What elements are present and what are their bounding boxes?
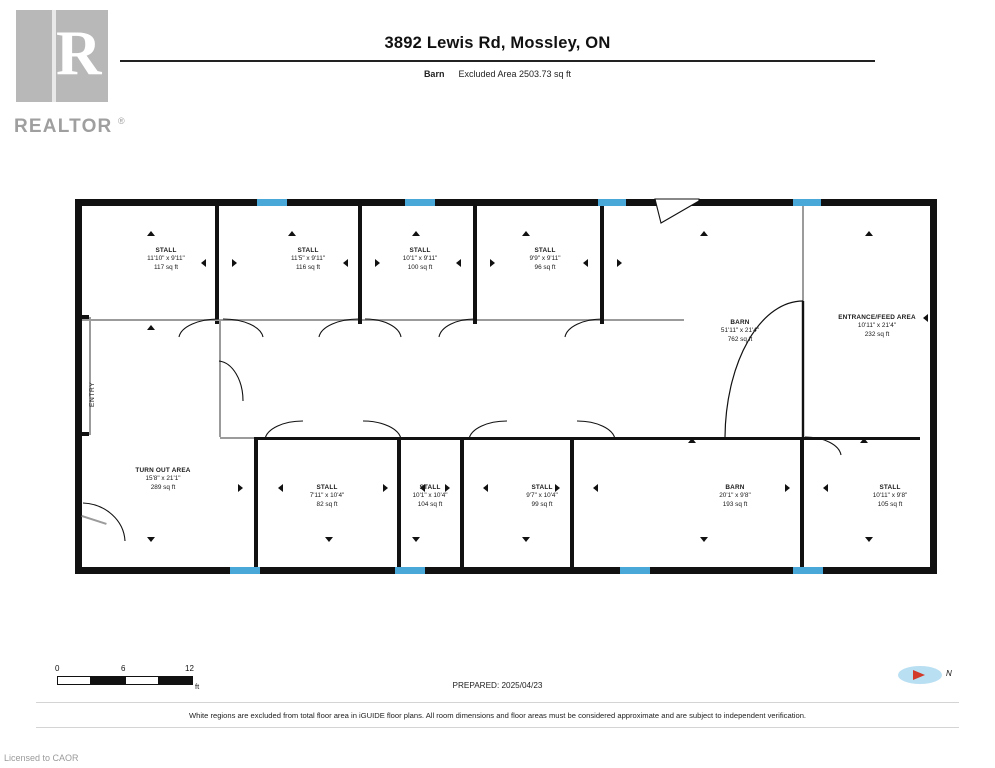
room-dims: 9'9" x 9'11": [529, 255, 561, 263]
arrow-up-2: [288, 231, 296, 236]
room-name: BARN: [725, 484, 745, 491]
door-mid-vertical-swing: [217, 359, 245, 403]
room-dims: 10'11" x 21'4": [857, 322, 897, 330]
room-name: TURN OUT AREA: [135, 467, 191, 474]
footer-divider-top: [36, 702, 959, 703]
room-label-stall-4: [490, 247, 600, 272]
interior-wall-v4: [600, 206, 604, 324]
arrow-up-5: [700, 231, 708, 236]
door-lower-stall-4: [575, 419, 617, 441]
room-dims: 51'11" x 21'4": [720, 327, 760, 335]
window-bottom-3: [620, 567, 650, 574]
floor-plan-drawing: [75, 199, 937, 574]
room-area: 193 sq ft: [722, 500, 748, 508]
door-stall-4-swing: [363, 317, 403, 339]
room-area: 116 sq ft: [295, 263, 321, 271]
room-label-entry: ENTRY: [89, 381, 96, 407]
room-area: 232 sq ft: [864, 330, 890, 338]
arrow-down-5: [700, 537, 708, 542]
arrow-down-4: [522, 537, 530, 542]
room-label-stall-7: [487, 484, 597, 509]
room-label-stall-3: [365, 247, 475, 272]
page-title: 3892 Lewis Rd, Mossley, ON: [384, 34, 611, 52]
arrow-left-9: [823, 484, 828, 492]
room-area: 96 sq ft: [534, 263, 556, 271]
footer-divider-bottom: [36, 727, 959, 728]
window-bottom-4: [793, 567, 823, 574]
arrow-up-6: [865, 231, 873, 236]
room-dims: 9'7" x 10'4": [526, 492, 558, 500]
compass-needle: [913, 670, 925, 680]
room-label-barn-lower: [680, 484, 790, 509]
door-stall-3-swing: [317, 317, 361, 339]
room-area: 99 sq ft: [531, 500, 553, 508]
door-barn-top: [653, 197, 701, 227]
room-area: 82 sq ft: [316, 500, 338, 508]
scale-tick-0: 0: [55, 664, 60, 673]
room-label-entrance-feed: [817, 314, 937, 339]
area-summary-value: Excluded Area 2503.73 sq ft: [458, 69, 572, 79]
room-label-barn-main: [685, 319, 795, 344]
room-label-stall-2: [253, 247, 363, 272]
window-top-3: [598, 199, 626, 206]
arrow-up-1: [147, 231, 155, 236]
room-area: 117 sq ft: [153, 263, 179, 271]
door-turnout-left: [79, 499, 129, 543]
room-name: STALL: [155, 247, 177, 254]
room-area: 104 sq ft: [417, 500, 443, 508]
entry-niche-wall-bottom: [75, 432, 89, 436]
room-label-turn-out-area: [103, 467, 223, 492]
arrow-right-4: [617, 259, 622, 267]
room-dims: 11'10" x 9'11": [147, 255, 185, 263]
arrow-up-4: [522, 231, 530, 236]
area-summary-label: Barn: [423, 69, 445, 79]
scale-unit-label: ft: [195, 682, 200, 691]
area-summary: [0, 69, 995, 79]
room-label-stall-5: [272, 484, 382, 509]
logo-letter: R: [56, 18, 102, 88]
title-divider: [120, 60, 875, 62]
room-dims: 20'1" x 9'8": [719, 492, 751, 500]
arrow-up-mid-3: [860, 438, 868, 443]
room-name: ENTRANCE/FEED AREA: [838, 314, 916, 321]
entry-niche-wall-top: [75, 315, 89, 319]
window-bottom-1: [230, 567, 260, 574]
room-name: BARN: [730, 319, 750, 326]
arrow-up-3: [412, 231, 420, 236]
door-lower-stall-3: [467, 419, 509, 441]
door-stall-2-swing: [221, 317, 265, 339]
window-top-2: [405, 199, 435, 206]
arrow-down-2: [325, 537, 333, 542]
room-name: STALL: [316, 484, 338, 491]
compass-north-label: N: [946, 669, 952, 678]
room-name: STALL: [531, 484, 553, 491]
disclaimer-text: White regions are excluded from total floor area in iGUIDE floor plans. All room dimensions and floor areas must be considered approximate and are subject to independent verification.: [188, 711, 807, 720]
room-area: 289 sq ft: [150, 483, 176, 491]
room-name: STALL: [534, 247, 556, 254]
room-dims: 10'11" x 9'8": [872, 492, 908, 500]
prepared-date: PREPARED: 2025/04/23: [452, 681, 543, 690]
scale-tick-12: 12: [185, 664, 194, 673]
compass-icon: [898, 663, 962, 691]
door-lower-stall-1: [263, 419, 305, 441]
room-label-stall-1: [111, 247, 221, 272]
room-name: STALL: [879, 484, 901, 491]
room-dims: 15'8" x 21'1": [145, 475, 181, 483]
arrow-down-3: [412, 537, 420, 542]
window-bottom-2: [395, 567, 425, 574]
partition-top-row-5: [604, 319, 684, 321]
room-dims: 7'11" x 10'4": [309, 492, 345, 500]
arrow-down-1: [147, 537, 155, 542]
room-label-stall-8: [835, 484, 945, 509]
logo-registered-mark: ®: [118, 116, 125, 126]
license-text: Licensed to CAOR: [4, 753, 79, 763]
door-entrance-feed: [803, 435, 843, 457]
door-stall-1-swing: [177, 317, 221, 339]
room-name: STALL: [419, 484, 441, 491]
room-name: STALL: [409, 247, 431, 254]
logo-wordmark: REALTOR: [14, 116, 113, 137]
room-label-stall-6: [375, 484, 485, 509]
room-dims: 10'1" x 10'4": [412, 492, 448, 500]
arrow-down-6: [865, 537, 873, 542]
entry-niche-wall-inner: [89, 317, 91, 435]
door-stall-5-swing: [437, 317, 477, 339]
room-area: 105 sq ft: [877, 500, 903, 508]
scale-tick-6: 6: [121, 664, 126, 673]
room-dims: 11'5" x 9'11": [290, 255, 326, 263]
door-stall-6-swing: [563, 317, 605, 339]
arrow-up-mid-2: [688, 438, 696, 443]
arrow-right-1: [232, 259, 237, 267]
window-top-4: [793, 199, 821, 206]
room-area: 100 sq ft: [407, 263, 433, 271]
room-name: STALL: [297, 247, 319, 254]
arrow-up-mid-1: [147, 325, 155, 330]
room-dims: 10'1" x 9'11": [402, 255, 438, 263]
window-top-1: [257, 199, 287, 206]
room-area: 762 sq ft: [727, 335, 753, 343]
interior-wall-v5: [254, 437, 258, 567]
arrow-right-5: [238, 484, 243, 492]
door-lower-stall-2: [361, 419, 403, 441]
